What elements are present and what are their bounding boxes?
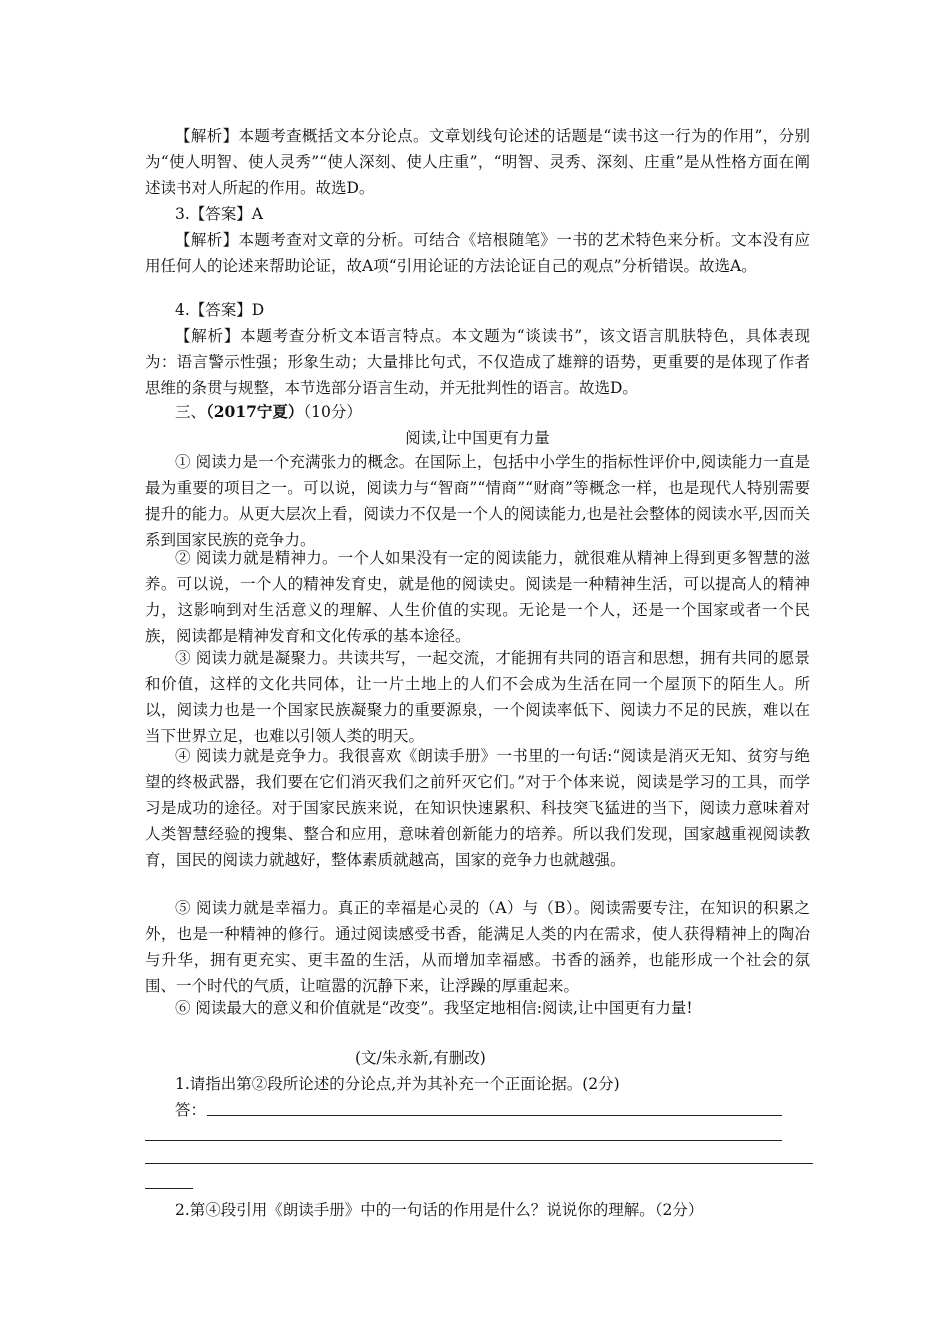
- article-attribution: (文/朱永新,有删改): [355, 1049, 486, 1067]
- section-score: （10分）: [303, 403, 362, 421]
- analysis-q2: 【解析】本题考查概括文本分论点。文章划线句论述的话题是“读书这一行为的作用”，分别为“使人明智、使人灵秀”“使人深刻、使人庄重”，“明智、灵秀、深刻、庄重”是从性格方面在阐述读书对人所起的作用。故选D。: [145, 127, 810, 197]
- article-paragraph-3: ③ 阅读力就是凝聚力。共读共写，一起交流，才能拥有共同的语言和思想，拥有共同的愿景和价值，这样的文化共同体，让一片土地上的人们不会成为生活在同一个屋顶下的陌生人。所以，阅读力也是一个国家民族凝聚力的重要源泉，一个阅读率低下、阅读力不足的民族，难以在当下世界立足，也难以引领人类的明天。: [145, 649, 810, 745]
- article-paragraph-1: ① 阅读力是一个充满张力的概念。在国际上，包括中小学生的指标性评价中,阅读能力一直是最为重要的项目之一。可以说，阅读力与“智商”“情商”“财商”等概念一样，也是现代人特别需要提升的能力。从更大层次上看，阅读力不仅是一个人的阅读能力,也是社会整体的阅读水平,因而关系到国家民族的竞争力。: [145, 453, 810, 549]
- article-paragraph-2: ② 阅读力就是精神力。一个人如果没有一定的阅读能力，就很难从精神上得到更多智慧的滋养。可以说，一个人的精神发育史，就是他的阅读史。阅读是一种精神生活，可以提高人的精神力，这影响到对生活意义的理解、人生价值的实现。无论是一个人，还是一个国家或者一个民族，阅读都是精神发育和文化传承的基本途径。: [145, 549, 810, 645]
- answer-line-2[interactable]: [145, 1140, 782, 1141]
- article-paragraph-6: ⑥ 阅读最大的意义和价值就是“改变”。我坚定地相信:阅读,让中国更有力量!: [175, 999, 693, 1017]
- analysis-q4: 【解析】本题考查分析文本语言特点。本文题为“谈读书”，该文语言肌肤特色，具体表现为：语言警示性强；形象生动；大量排比句式，不仅造成了雄辩的语势，更重要的是体现了作者思维的条贯与规整，本节选部分语言生动，并无批判性的语言。故选D。: [145, 327, 810, 397]
- question-2: 2.第④段引用《朗读手册》中的一句话的作用是什么？说说你的理解。（2分）: [175, 1201, 704, 1219]
- answer-line-1[interactable]: [207, 1115, 782, 1116]
- article-title: 阅读,让中国更有力量: [405, 429, 550, 447]
- section-number: 三、: [175, 403, 207, 421]
- question-1: 1.请指出第②段所论述的分论点,并为其补充一个正面论据。(2分): [175, 1075, 620, 1093]
- answer-label: 答：: [175, 1101, 207, 1119]
- section-source: （2017宁夏）: [206, 402, 304, 421]
- answer-line-3[interactable]: [145, 1163, 813, 1164]
- analysis-q3: 【解析】本题考查对文章的分析。可结合《培根随笔》一书的艺术特色来分析。文本没有应用任何人的论述来帮助论证，故A项“引用论证的方法论证自己的观点”分析错误。故选A。: [145, 231, 810, 275]
- article-paragraph-5: ⑤ 阅读力就是幸福力。真正的幸福是心灵的（A）与（B）。阅读需要专注，在知识的积累之外，也是一种精神的修行。通过阅读感受书香，能满足人类的内在需求，使人获得精神上的陶冶与升华，拥有更充实、更丰盈的生活，从而增加幸福感。书香的涵养，也能形成一个社会的氛围、一个时代的气质，让喧嚣的沉静下来，让浮躁的厚重起来。: [145, 899, 810, 995]
- answer-q4: 4.【答案】D: [175, 301, 265, 319]
- answer-line-4[interactable]: [145, 1188, 193, 1189]
- article-paragraph-4: ④ 阅读力就是竞争力。我很喜欢《朗读手册》一书里的一句话:“阅读是消灭无知、贫穷与绝望的终极武器，我们要在它们消灭我们之前歼灭它们。”对于个体来说，阅读是学习的工具，而学习是成功的途径。对于国家民族来说，在知识快速累积、科技突飞猛进的当下，阅读力意味着对人类智慧经验的搜集、整合和应用，意味着创新能力的培养。所以我们发现，国家越重视阅读教育，国民的阅读力就越好，整体素质就越高，国家的竞争力也就越强。: [145, 747, 810, 869]
- section-heading: [145, 399, 810, 425]
- answer-q3: 3.【答案】A: [175, 205, 263, 223]
